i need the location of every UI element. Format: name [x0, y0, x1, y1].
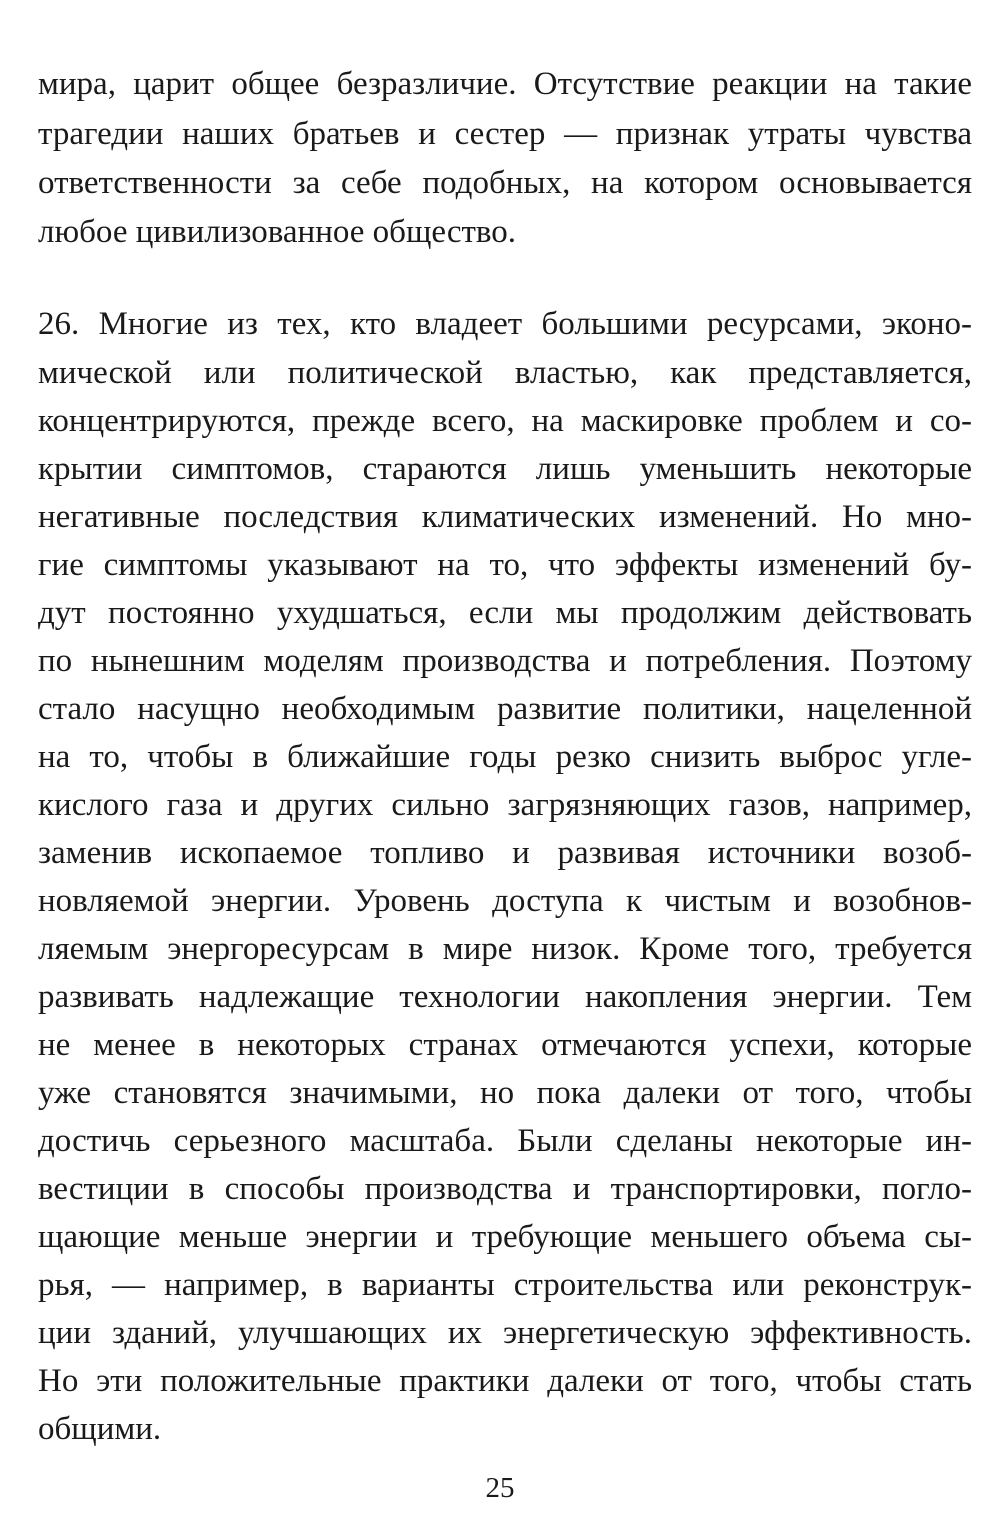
- text-line: концентрируются, прежде всего, на маскировке проблем и со-: [38, 403, 972, 439]
- text-line: мира, царит общее безразличие. Отсутствие реакции на такие: [38, 66, 972, 102]
- text-line: ляемым энергоресурсам в мире низок. Кроме того, требуется: [38, 931, 972, 967]
- text-line: дут постоянно ухудшаться, если мы продолжим действовать: [38, 595, 972, 631]
- text-line: не менее в некоторых странах отмечаются успехи, которые: [38, 1027, 972, 1063]
- page-number: 25: [485, 1472, 515, 1504]
- text-line: ции зданий, улучшающих их энергетическую эффективность.: [38, 1315, 972, 1351]
- text-line: трагедии наших братьев и сестер — признак утраты чувства: [38, 116, 972, 152]
- text-line: на то, чтобы в ближайшие годы резко снизить выброс угле-: [38, 739, 972, 775]
- text-line: уже становятся значимыми, но пока далеки от того, чтобы: [38, 1075, 972, 1111]
- text-line: рья, — например, в варианты строительства или реконструк-: [38, 1267, 972, 1303]
- text-line: вестиции в способы производства и транспортировки, погло-: [38, 1171, 972, 1207]
- text-line: щающие меньше энергии и требующие меньшего объема сы-: [38, 1219, 972, 1255]
- text-line: общими.: [38, 1411, 162, 1447]
- text-line: ответственности за себе подобных, на котором основывается: [38, 165, 972, 201]
- text-line: заменив ископаемое топливо и развивая источники возоб-: [38, 835, 972, 871]
- text-line: мической или политической властью, как представляется,: [38, 355, 972, 391]
- text-line: кислого газа и других сильно загрязняющих газов, например,: [38, 787, 972, 823]
- text-line: Но эти положительные практики далеки от того, чтобы стать: [38, 1363, 972, 1399]
- text-line: стало насущно необходимым развитие политики, нацеленной: [38, 691, 972, 727]
- text-line: по нынешним моделям производства и потребления. Поэтому: [38, 643, 972, 679]
- text-line: 26. Многие из тех, кто владеет большими ресурсами, эконо-: [38, 306, 972, 342]
- text-line: негативные последствия климатических изменений. Но мно-: [38, 499, 972, 535]
- text-line: гие симптомы указывают на то, что эффекты изменений бу-: [38, 547, 972, 583]
- text-line: любое цивилизованное общество.: [38, 214, 517, 250]
- text-line: крытии симптомов, стараются лишь уменьшить некоторые: [38, 451, 972, 487]
- text-line: новляемой энергии. Уровень доступа к чистым и возобнов-: [38, 883, 972, 919]
- text-line: развивать надлежащие технологии накопления энергии. Тем: [38, 979, 972, 1015]
- text-line: достичь серьезного масштаба. Были сделаны некоторые ин-: [38, 1123, 972, 1159]
